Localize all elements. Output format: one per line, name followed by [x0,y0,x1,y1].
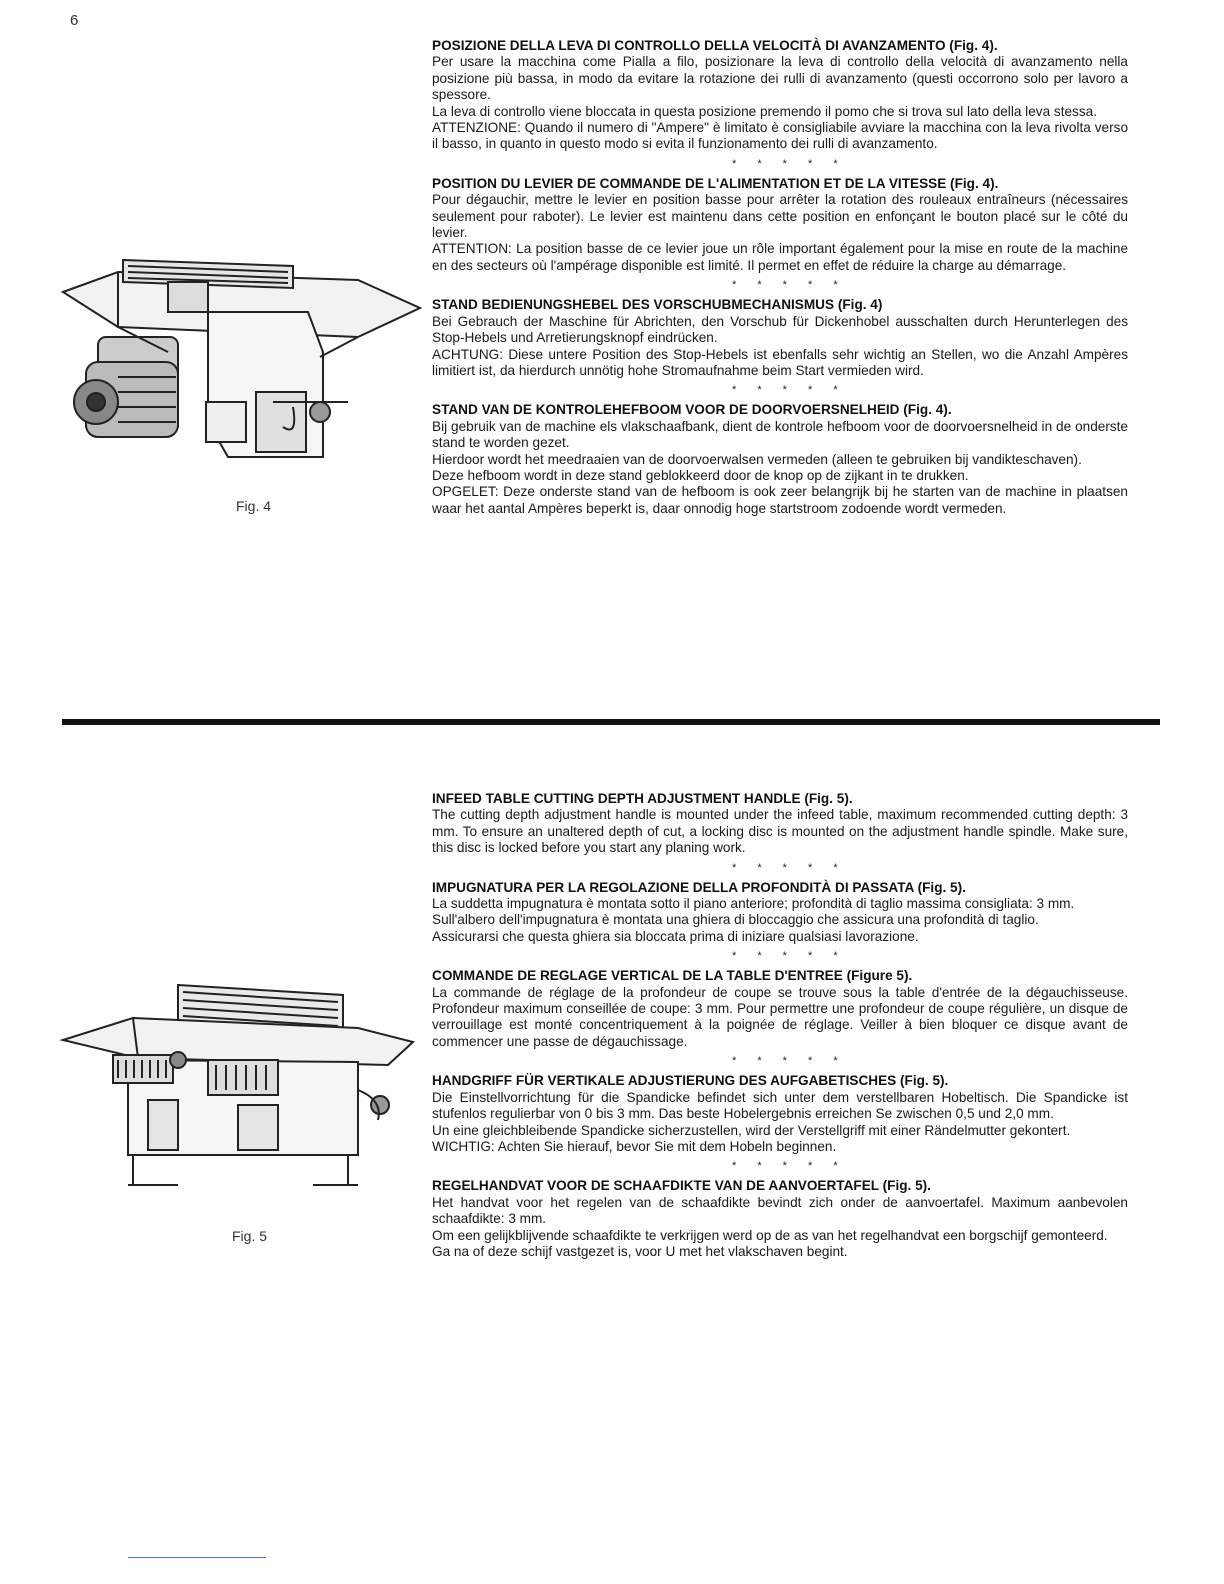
fig5-illustration [58,980,423,1195]
separator-stars: * * * * * [732,950,847,963]
section-heading: COMMANDE DE REGLAGE VERTICAL DE LA TABLE D'ENTREE (Figure 5). [432,968,913,984]
section-en-depth-handle [432,791,1128,857]
section-heading: REGELHANDVAT VOOR DE SCHAAFDIKTE VAN DE AANVOERTAFEL (Fig. 5). [432,1178,931,1194]
section-fr-feed-lever [432,176,1128,274]
section-it-depth-handle [432,880,1128,946]
section-divider [62,719,1160,725]
footer-rule [128,1557,266,1558]
section-paragraph: La leva di controllo viene bloccata in questa posizione premendo il pomo che si trova sul lato della leva stessa. [432,103,1097,119]
section-paragraph: La commande de réglage de la profondeur de coupe se trouve sous la table d'entrée de la dégauchisseuse. Profondeur maximum conseillée de coupe: 3 mm. Pour permettre une profondeur de coupe régulière, un disque de verrouillage est monté concentriquement à la poignée de réglage. Veiller à bien bloquer ce disque avant de commencer une passe de dégauchissage. [432,984,1128,1049]
section-nl-depth-handle [432,1178,1128,1260]
section-paragraph: Die Einstellvorrichtung für die Spandicke befindet sich unter dem verstellbaren Hobeltisch. Die Spandicke ist stufenlos regulierbar von 0 bis 3 mm. Das beste Hobelergebnis erreichen Se zwischen 0,5 und 2,0 mm. [432,1089,1128,1122]
section-heading: POSITION DU LEVIER DE COMMANDE DE L'ALIMENTATION ET DE LA VITESSE (Fig. 4). [432,175,999,191]
section-paragraph: The cutting depth adjustment handle is mounted under the infeed table, maximum recommended cutting depth: 3 mm. To ensure an unaltered depth of cut, a locking disc is mounted on the adjustment handle spindle. Make sure, this disc is locked before you start any planing work. [432,807,1128,856]
section-paragraph: Sull'albero dell'impugnatura è montata una ghiera di bloccaggio che assicura una profondità di taglio. [432,912,1039,928]
section-paragraph: Ga na of deze schijf vastgezet is, voor U met het vlakschaven begint. [432,1243,848,1259]
page-number: 6 [70,12,79,29]
section-paragraph: Un eine gleichbleibende Spandicke sicherzustellen, wird der Verstellgriff mit einer Rändelmutter gekontert. [432,1122,1071,1138]
section-heading: STAND BEDIENUNGSHEBEL DES VORSCHUBMECHANISMUS (Fig. 4) [432,297,883,313]
top-text-column [432,38,1128,517]
section-heading: IMPUGNATURA PER LA REGOLAZIONE DELLA PROFONDITÀ DI PASSATA (Fig. 5). [432,879,966,895]
section-paragraph: ACHTUNG: Diese untere Position des Stop-Hebels ist ebenfalls sehr wichtig an Stellen, wo die Anzahl Ampères limitiert ist, da hierdurch unnötig hohe Stromaufnahme beim Start vermieden wird. [432,346,1128,378]
section-paragraph: Om een gelijkblijvende schaafdikte te verkrijgen werd op de as van het regelhandvat een borgschijf gemonteerd. [432,1227,1108,1243]
section-heading: HANDGRIFF FÜR VERTIKALE ADJUSTIERUNG DES AUFGABETISCHES (Fig. 5). [432,1073,949,1089]
section-heading: POSIZIONE DELLA LEVA DI CONTROLLO DELLA VELOCITÀ DI AVANZAMENTO (Fig. 4). [432,38,998,53]
section-heading: INFEED TABLE CUTTING DEPTH ADJUSTMENT HANDLE (Fig. 5). [432,791,853,806]
section-paragraph: Per usare la macchina come Pialla a filo, posizionare la leva di controllo della velocità di avanzamento nella posizione più bassa, in modo da evitare la rotazione dei rulli di avanzamento (questi occorrono solo per lavoro a spessore. [432,54,1128,103]
fig5-caption: Fig. 5 [232,1228,268,1244]
separator-stars: * * * * * [732,384,847,397]
section-paragraph: Het handvat voor het regelen van de schaafdikte bevindt zich onder de aanvoertafel. Maximum aanbevolen schaafdikte: 3 mm. [432,1194,1128,1227]
bottom-text-column [432,791,1128,1260]
section-paragraph: ATTENTION: La position basse de ce levier joue un rôle important également pour la mise en route de la machine en des secteurs où l'ampérage disponible est limité. Il permet en effet de réduire la charge au démarrage. [432,241,1128,273]
separator-stars: * * * * * [732,157,847,170]
section-it-feed-lever [432,38,1128,153]
section-de-depth-handle [432,1073,1128,1155]
separator-stars: * * * * * [732,1055,847,1068]
section-paragraph: OPGELET: Deze onderste stand van de hefboom is ook zeer belangrijk bij he starten van de machine in plaatsen waar het aantal Ampères beperkt is, daar onnodig hoge startstroom zodoende wordt vermeden. [432,484,1128,516]
section-heading: STAND VAN DE KONTROLEHEFBOOM VOOR DE DOORVOERSNELHEID (Fig. 4). [432,402,952,418]
section-paragraph: Pour dégauchir, mettre le levier en position basse pour arrêter la rotation des rouleaux entraîneurs (nécessaires seulement pour raboter). Le levier est maintenu dans cette position en enfonçant le bouton placé sur le côté du levier. [432,192,1128,241]
section-paragraph: Bei Gebrauch der Maschine für Abrichten, den Vorschub für Dickenhobel ausschalten durch Herunterlegen des Stop-Hebels und Arretierungsknopf eindrücken. [432,313,1128,346]
separator-stars: * * * * * [732,861,847,874]
section-paragraph: WICHTIG: Achten Sie hierauf, bevor Sie mit dem Hobeln beginnen. [432,1138,837,1154]
separator-stars: * * * * * [732,1160,847,1173]
separator-stars: * * * * * [732,279,847,292]
section-paragraph: Deze hefboom wordt in deze stand geblokkeerd door de knop op de zijkant in te drukken. [432,467,969,483]
section-paragraph: La suddetta impugnatura è montata sotto il piano anteriore; profondità di taglio massima consigliata: 3 mm. [432,896,1075,912]
section-de-feed-lever [432,297,1128,379]
fig4-caption: Fig. 4 [236,498,272,514]
section-paragraph: Assicurarsi che questa ghiera sia bloccata prima di iniziare qualsiasi lavorazione. [432,928,919,944]
section-paragraph: ATTENZIONE: Quando il numero di "Ampere" è limitato è consigliabile avviare la macchina con la leva rivolta verso il basso, in quanto in questo modo si evita il funzionamento dei rulli di avanzamento. [432,120,1128,152]
fig4-illustration [58,252,423,467]
section-paragraph: Hierdoor wordt het meedraaien van de doorvoerwalsen vermeden (alleen te gebruiken bij vandikteschaven). [432,451,1082,467]
section-paragraph: Bij gebruik van de machine els vlakschaafbank, dient de kontrole hefboom voor de doorvoersnelheid in de onderste stand te worden gezet. [432,418,1128,451]
section-nl-feed-lever [432,402,1128,517]
section-fr-depth-handle [432,968,1128,1050]
